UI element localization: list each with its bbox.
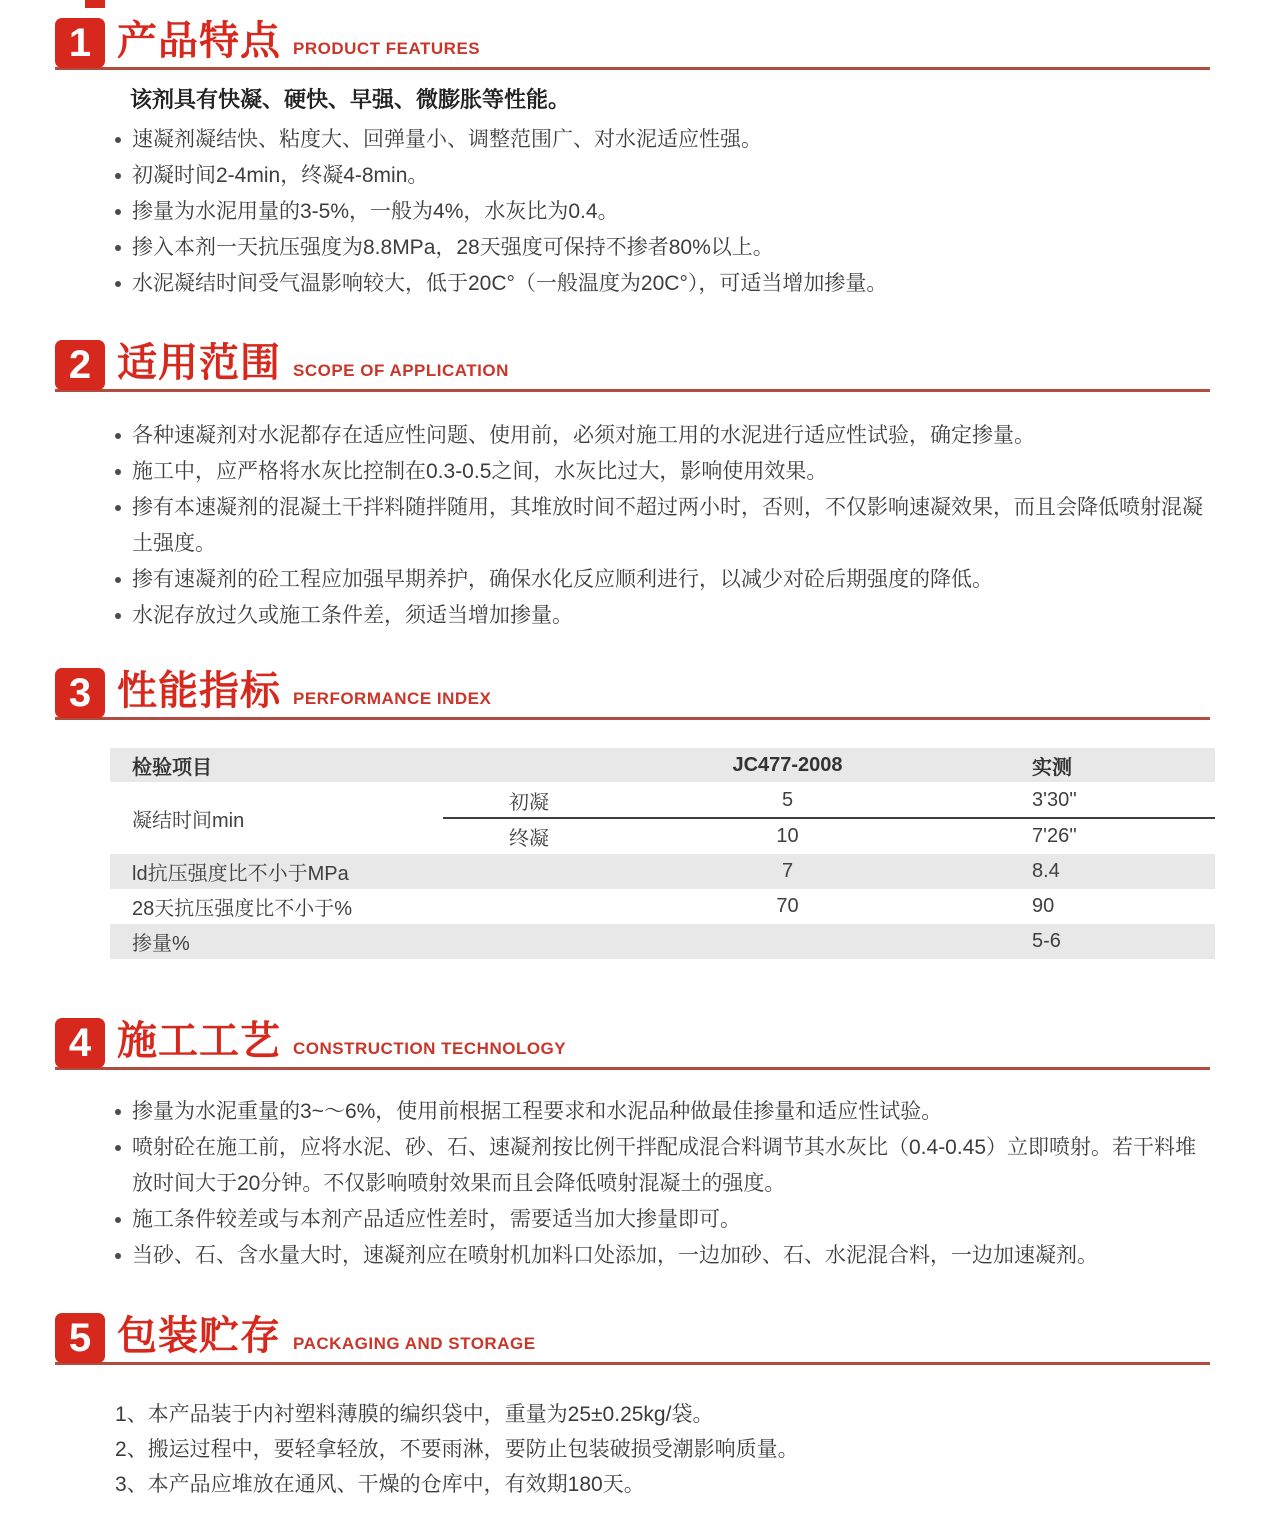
scope-bullet-list — [112, 418, 1210, 634]
row-label: 28天抗压强度比不小于% — [132, 898, 353, 920]
section-1-titles — [117, 9, 480, 66]
setting-time-label: 凝结时间min — [132, 809, 245, 832]
table-row — [110, 889, 1215, 924]
table-row — [443, 818, 1215, 854]
table-header-measured: 实测 — [1032, 756, 1072, 779]
top-red-mark — [85, 0, 105, 8]
section-2-rule — [55, 389, 1210, 392]
subrow-divider — [443, 817, 1215, 819]
construction-bullet: 施工条件较差或与本剂产品适应性差时，需要适当加大掺量即可。 — [112, 1202, 1210, 1238]
row-standard: 7 — [781, 860, 794, 882]
table-header-row — [110, 748, 1215, 782]
section-3-rule — [55, 717, 1210, 720]
section-1-header — [55, 18, 1210, 70]
row-measured: 5-6 — [1032, 930, 1061, 952]
section-1-subtitle: PRODUCT FEATURES — [293, 39, 481, 58]
section-3-subtitle: PERFORMANCE INDEX — [293, 689, 492, 708]
subrow-measured: 3'30'' — [1032, 788, 1077, 811]
section-3-number-badge: 3 — [55, 668, 105, 718]
section-5-title: 包装贮存 — [117, 1314, 281, 1358]
section-2-title: 适用范围 — [117, 341, 281, 385]
table-row — [110, 924, 1215, 959]
section-5-subtitle: PACKAGING AND STORAGE — [293, 1334, 536, 1353]
subrow-measured: 7'26'' — [1032, 824, 1077, 847]
packaging-storage-list — [115, 1397, 1210, 1502]
row-standard: 70 — [776, 895, 799, 917]
scope-bullet: 施工中，应严格将水灰比控制在0.3-0.5之间，水灰比过大，影响使用效果。 — [112, 454, 1210, 490]
section-3-header — [55, 668, 1210, 720]
section-4-rule — [55, 1067, 1210, 1070]
section-1-title: 产品特点 — [117, 19, 281, 63]
section-4-header — [55, 1018, 1210, 1070]
section-4-title: 施工工艺 — [117, 1019, 281, 1063]
construction-bullet: 掺量为水泥重量的3~～6%，使用前根据工程要求和水泥品种做最佳掺量和适应性试验。 — [112, 1094, 1210, 1130]
table-row — [110, 854, 1215, 889]
table-header-item: 检验项目 — [132, 756, 212, 779]
section-4-subtitle: CONSTRUCTION TECHNOLOGY — [293, 1039, 567, 1058]
features-bullet-list — [112, 122, 1210, 302]
performance-index-table — [110, 748, 1215, 959]
table-row — [443, 782, 1215, 818]
section-5-rule — [55, 1362, 1210, 1365]
table-header-standard: JC477-2008 — [732, 753, 843, 776]
construction-bullet: 当砂、石、含水量大时，速凝剂应在喷射机加料口处添加，一边加砂、石、水泥混合料，一边加速凝剂。 — [112, 1238, 1210, 1274]
section-4-number-badge: 4 — [55, 1018, 105, 1068]
subrow-name: 终凝 — [509, 827, 549, 850]
feature-bullet: 初凝时间2-4min，终凝4-8min。 — [112, 158, 1210, 194]
section-2-titles — [117, 331, 509, 388]
section-2-header — [55, 340, 1210, 392]
setting-time-row-group — [110, 782, 1215, 854]
row-measured: 90 — [1032, 895, 1055, 917]
storage-item: 2、搬运过程中，要轻拿轻放，不要雨淋，要防止包装破损受潮影响质量。 — [115, 1438, 799, 1461]
section-4-titles — [117, 1009, 566, 1066]
scope-bullet: 掺有速凝剂的砼工程应加强早期养护，确保水化反应顺利进行，以减少对砼后期强度的降低。 — [112, 562, 1210, 598]
section-5-titles — [117, 1304, 536, 1361]
row-label: 掺量% — [132, 933, 190, 955]
subrow-standard: 10 — [776, 824, 799, 847]
subrow-name: 初凝 — [509, 791, 549, 814]
construction-bullet: 喷射砼在施工前，应将水泥、砂、石、速凝剂按比例干拌配成混合料调节其水灰比（0.4-0.45）立即喷射。若干料堆放时间大于20分钟。不仅影响喷射效果而且会降低喷射混凝土的强度。 — [112, 1130, 1210, 1202]
section-2-subtitle: SCOPE OF APPLICATION — [293, 361, 509, 380]
section-5-header — [55, 1313, 1210, 1365]
feature-bullet: 掺入本剂一天抗压强度为8.8MPa，28天强度可保持不掺者80%以上。 — [112, 230, 1210, 266]
scope-bullet: 各种速凝剂对水泥都存在适应性问题、使用前，必须对施工用的水泥进行适应性试验，确定掺量。 — [112, 418, 1210, 454]
features-intro: 该剂具有快凝、硬快、早强、微膨胀等性能。 — [130, 87, 571, 112]
section-1-rule — [55, 67, 1210, 70]
scope-bullet: 掺有本速凝剂的混凝土干拌料随拌随用，其堆放时间不超过两小时，否则，不仅影响速凝效果，而且会降低喷射混凝土强度。 — [112, 490, 1210, 562]
scope-bullet: 水泥存放过久或施工条件差，须适当增加掺量。 — [112, 598, 1210, 634]
row-measured: 8.4 — [1032, 860, 1060, 882]
section-3-titles — [117, 659, 491, 716]
section-1-number-badge: 1 — [55, 18, 105, 68]
section-2-number-badge: 2 — [55, 340, 105, 390]
feature-bullet: 水泥凝结时间受气温影响较大，低于20C°（一般温度为20C°），可适当增加掺量。 — [112, 266, 1210, 302]
section-3-title: 性能指标 — [117, 669, 281, 713]
construction-bullet-list — [112, 1094, 1210, 1274]
row-label: ld抗压强度比不小于MPa — [132, 863, 349, 885]
storage-item: 1、本产品装于内衬塑料薄膜的编织袋中，重量为25±0.25kg/袋。 — [115, 1403, 714, 1426]
storage-item: 3、本产品应堆放在通风、干燥的仓库中，有效期180天。 — [115, 1473, 645, 1496]
section-5-number-badge: 5 — [55, 1313, 105, 1363]
feature-bullet: 速凝剂凝结快、粘度大、回弹量小、调整范围广、对水泥适应性强。 — [112, 122, 1210, 158]
subrow-standard: 5 — [781, 788, 794, 811]
feature-bullet: 掺量为水泥用量的3-5%，一般为4%，水灰比为0.4。 — [112, 194, 1210, 230]
